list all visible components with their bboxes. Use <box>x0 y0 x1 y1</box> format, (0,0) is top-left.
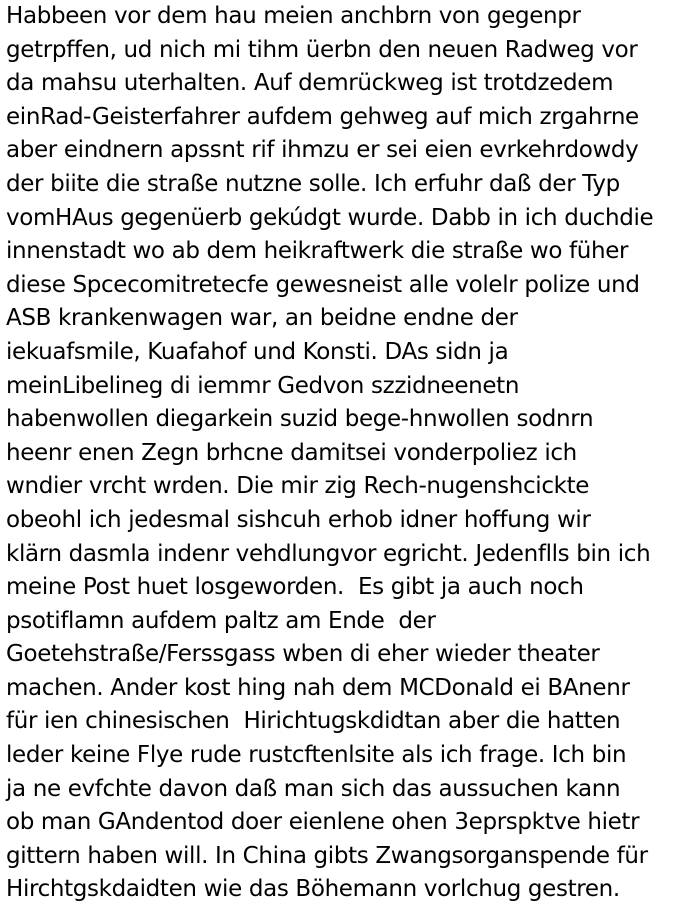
text-line-2: getrpffen, ud nich mi tihm üerbn den neuen Radweg vor <box>6 36 638 63</box>
text-line-3: da mahsu uterhalten. Auf demrückweg ist trotdzedem <box>6 70 614 97</box>
text-line-12: meinLibelineg di iemmr Gedvon szzidneenetn <box>6 372 520 399</box>
text-line-27: Hirchtgskdaidten wie das Böhemann vorlchug gestren. <box>6 876 620 903</box>
text-line-24: ja ne evfchte davon daß man sich das aussuchen kann <box>6 775 621 802</box>
text-line-21: machen. Ander kost hing nah dem MCDonald ei BAnenr <box>6 674 630 701</box>
text-line-15: wndier vrcht wrden. Die mir zig Rech-nugenshcickte <box>6 473 590 500</box>
text-line-6: der biite die straße nutzne solle. Ich erfuhr daß der Typ <box>6 170 620 197</box>
text-line-18: meine Post huet losgeworden. Es gibt ja auch noch <box>6 574 584 601</box>
text-line-4: einRad-Geisterfahrer aufdem gehweg auf mich zrgahrne <box>6 103 639 130</box>
text-line-11: iekuafsmile, Kuafahof und Konsti. DAs sidn ja <box>6 338 509 365</box>
text-line-14: heenr enen Zegn brhcne damitsei vonderpoliez ich <box>6 439 577 466</box>
text-line-9: diese Spcecomitretecfe gewesneist alle volelr polize und <box>6 271 640 298</box>
text-line-25: ob man GAndentod doer eienlene ohen 3eprspktve hietr <box>6 809 640 836</box>
text-line-23: leder keine Flye rude rustcftenlsite als ich frage. Ich bin <box>6 742 627 769</box>
text-line-16: obeohl ich jedesmal sishcuh erhob idner hoffung wir <box>6 506 591 533</box>
document-body <box>6 0 682 907</box>
text-line-8: innenstadt wo ab dem heikraftwerk die straße wo füher <box>6 238 629 265</box>
text-line-1: Habbeen vor dem hau meien anchbrn von gegenpr <box>6 3 581 29</box>
text-line-17: klärn dasmla indenr vehdlungvor egricht. Jedenflls bin ich <box>6 540 651 567</box>
text-line-20: Goetehstraße/Ferssgass wben di eher wieder theater <box>6 641 600 668</box>
text-line-7: vomHAus gegenüerb gekúdgt wurde. Dabb in ich duchdie <box>6 204 654 231</box>
text-line-22: für ien chinesischen Hirichtugskdidtan aber die hatten <box>6 708 621 735</box>
text-line-10: ASB krankenwagen war, an beidne endne der <box>6 305 518 332</box>
text-line-13: habenwollen diegarkein suzid bege-hnwollen sodnrn <box>6 406 594 433</box>
text-line-19: psotiflamn aufdem paltz am Ende der <box>6 607 436 634</box>
text-line-26: gittern haben will. In China gibts Zwangsorganspende für <box>6 842 648 869</box>
text-line-5: aber eindnern apssnt rif ihmzu er sei eien evrkehrdowdy <box>6 137 639 164</box>
